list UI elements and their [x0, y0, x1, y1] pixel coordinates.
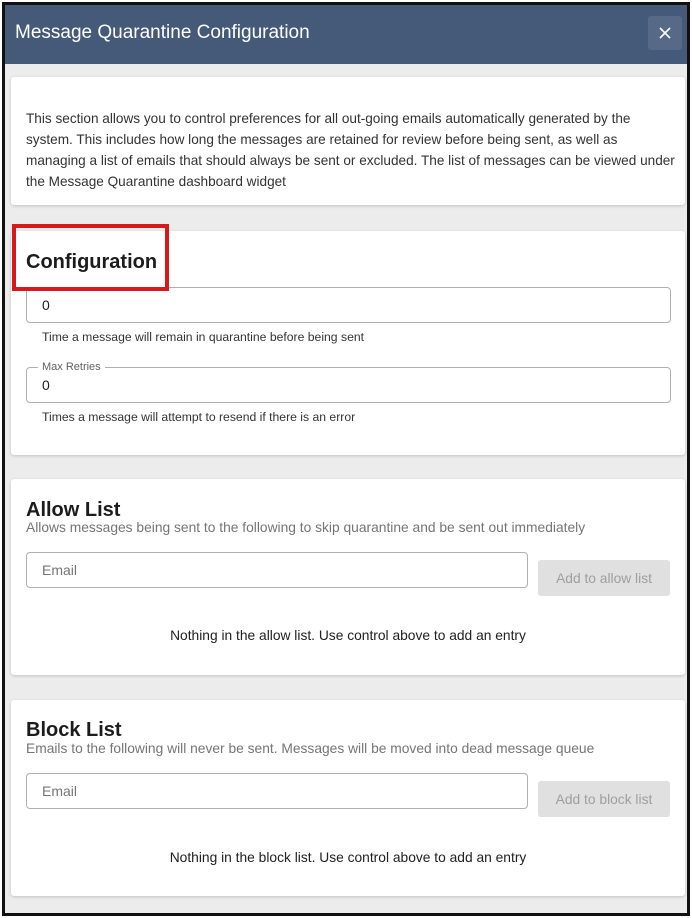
block-email-placeholder: Email	[42, 783, 78, 799]
configuration-title: Configuration	[26, 251, 158, 273]
max-retries-hint: Times a message will attempt to resend if there is an error	[42, 410, 356, 424]
intro-text: This section allows you to control preferences for all out-going emails automatically generated by the system. This includes how long the messages are retained for review before being sent, as well as managing a list of emails that should always be sent or excluded. The list of messages can be viewed under the Message Quarantine dashboard widget	[26, 111, 675, 189]
quarantine-time-value: 0	[42, 297, 50, 313]
max-retries-label: Max Retries	[38, 361, 105, 373]
quarantine-time-hint: Time a message will remain in quarantine before being sent	[42, 330, 365, 344]
allow-email-input[interactable]	[26, 552, 528, 588]
configuration-highlight-box	[12, 224, 169, 291]
allow-list-empty-message: Nothing in the allow list. Use control above to add an entry	[170, 628, 526, 643]
allow-list-subtitle: Allows messages being sent to the following to skip quarantine and be sent out immediately	[26, 520, 586, 535]
block-list-card	[11, 700, 685, 896]
add-to-block-list-button[interactable]: Add to block list	[538, 781, 670, 817]
dialog-window	[2, 2, 690, 916]
allow-list-title: Allow List	[26, 499, 121, 521]
close-button[interactable]	[648, 16, 682, 50]
quarantine-time-input[interactable]	[26, 287, 671, 323]
block-email-input[interactable]	[26, 773, 528, 809]
dialog-header	[5, 5, 687, 64]
max-retries-value: 0	[42, 377, 50, 393]
allow-list-card	[11, 479, 685, 675]
block-list-subtitle: Emails to the following will never be sent. Messages will be moved into dead message queue	[26, 741, 595, 756]
dialog-title: Message Quarantine Configuration	[15, 22, 310, 43]
max-retries-input[interactable]	[26, 361, 671, 403]
block-list-title: Block List	[26, 719, 122, 741]
intro-card	[11, 77, 685, 205]
block-list-empty-message: Nothing in the block list. Use control above to add an entry	[169, 850, 527, 865]
allow-email-placeholder: Email	[42, 562, 78, 578]
add-to-allow-list-button[interactable]: Add to allow list	[538, 560, 670, 596]
close-icon	[659, 27, 671, 39]
